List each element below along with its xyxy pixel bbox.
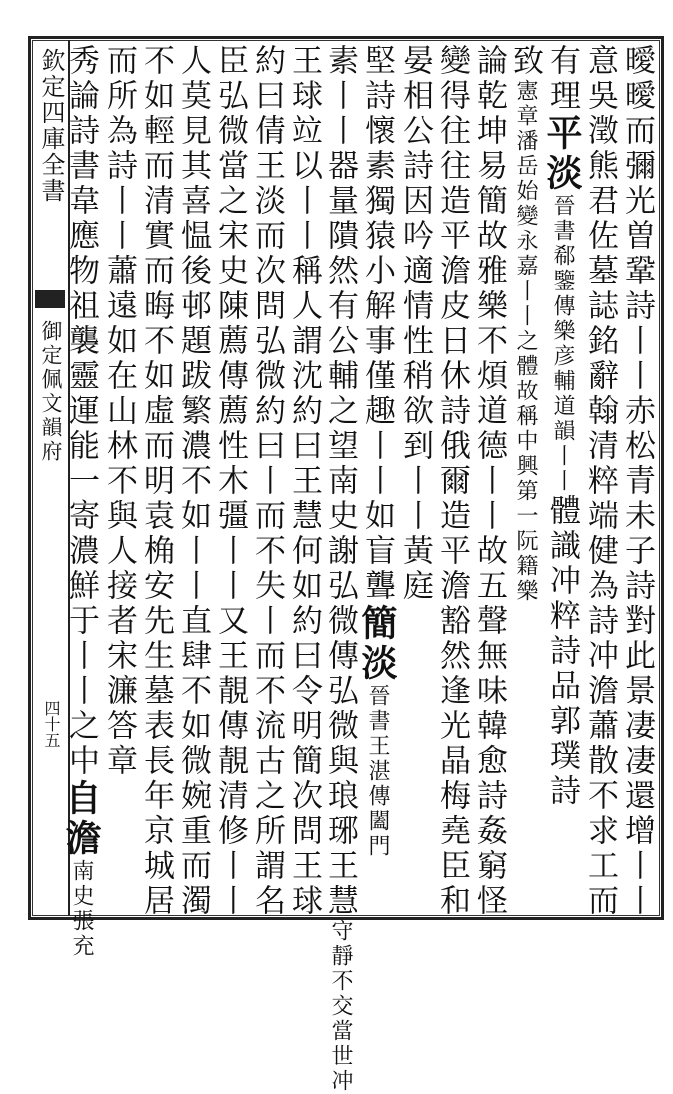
column-text: 臣弘微當之宋史陳薦傳薦性木彊丨丨又王靚傳靚清修丨丨	[212, 44, 248, 919]
text-column	[285, 44, 322, 919]
text-column	[541, 44, 583, 914]
fish-tail-icon	[35, 290, 65, 308]
headword: 自澹	[60, 779, 102, 859]
column-text: 論乾坤易簡故雅樂不煩道德丨丨故五聲無味韓愈詩姦窮怪	[471, 44, 507, 919]
text-column	[470, 44, 507, 919]
column-text: 素丨丨器量隤然有公輔之望南史謝弘微傳弘微與琅琊王慧	[322, 44, 358, 919]
annotation-text: 晉書郗鑒傳樂彦輔道韻丨丨	[550, 194, 575, 494]
margin-page-number: 四十五	[42, 700, 61, 748]
text-columns	[60, 44, 655, 1094]
column-text: 約曰倩王淡而次問弘微約曰丨而不失丨而不流古之所謂名	[249, 44, 285, 919]
text-column	[618, 44, 655, 919]
column-text: 晏相公詩因吟適情性稍欲到丨丨黃庭	[397, 44, 433, 604]
text-column	[507, 44, 544, 914]
column-text: 致	[507, 44, 543, 79]
column-text: 而所為詩丨丨蕭遠如在山林不與人接者宋濂答章	[101, 44, 137, 779]
text-column	[211, 44, 248, 919]
annotation-text: 憲章潘岳始變永嘉丨丨之體故稱中興第一阮籍樂	[513, 79, 538, 604]
margin-title: 欽定四庫全書	[37, 48, 65, 204]
headword: 平淡	[541, 114, 583, 194]
text-column	[174, 44, 211, 919]
column-text: 堅詩懷素獨猿小解事僅趣丨丨如盲聾	[359, 44, 395, 604]
margin-book-title: 御定佩文韻府	[39, 320, 63, 464]
column-text: 人莫見其喜愠後邨題跋繁濃不如丨丨直肆不如微婉重而濁	[175, 44, 211, 919]
column-text: 曖曖而彌光曽鞏詩丨丨赤松青未子詩對此景凄凄還增丨丨	[619, 44, 655, 919]
column-text: 不如輕而清實而晦不如虛而明袁桷安先生墓表長年京城居	[138, 44, 174, 919]
text-column	[322, 44, 359, 1094]
column-text: 體識冲粹詩品郭璞詩	[544, 494, 580, 809]
text-column	[396, 44, 433, 914]
text-column	[100, 44, 137, 914]
annotation-text: 南史張充	[69, 859, 94, 959]
text-column	[248, 44, 285, 919]
text-column	[581, 44, 618, 919]
annotation-text: 晉書王湛傳闔門	[365, 684, 390, 859]
text-column	[137, 44, 174, 919]
column-text: 變得往往造平澹皮日休詩俄爾造平澹豁然逢光晶梅堯臣和	[434, 44, 470, 919]
text-column	[433, 44, 470, 919]
text-column	[60, 44, 102, 959]
headword: 簡淡	[356, 604, 398, 684]
column-text: 意吳澂熊君佐墓誌銘辭翰清粹端健為詩冲澹蕭散不求工而	[582, 44, 618, 919]
text-column	[356, 44, 398, 914]
column-text: 有理	[544, 44, 580, 114]
column-text: 秀論詩書韋應物祖襲靈運能一寄濃鮮于丨丨之中	[63, 44, 99, 779]
column-text: 王球竝以丨丨稱人謂沈約曰王慧何如約曰令明簡次問王球	[286, 44, 322, 919]
annotation-text: 守靜不交當世冲	[328, 919, 353, 1094]
